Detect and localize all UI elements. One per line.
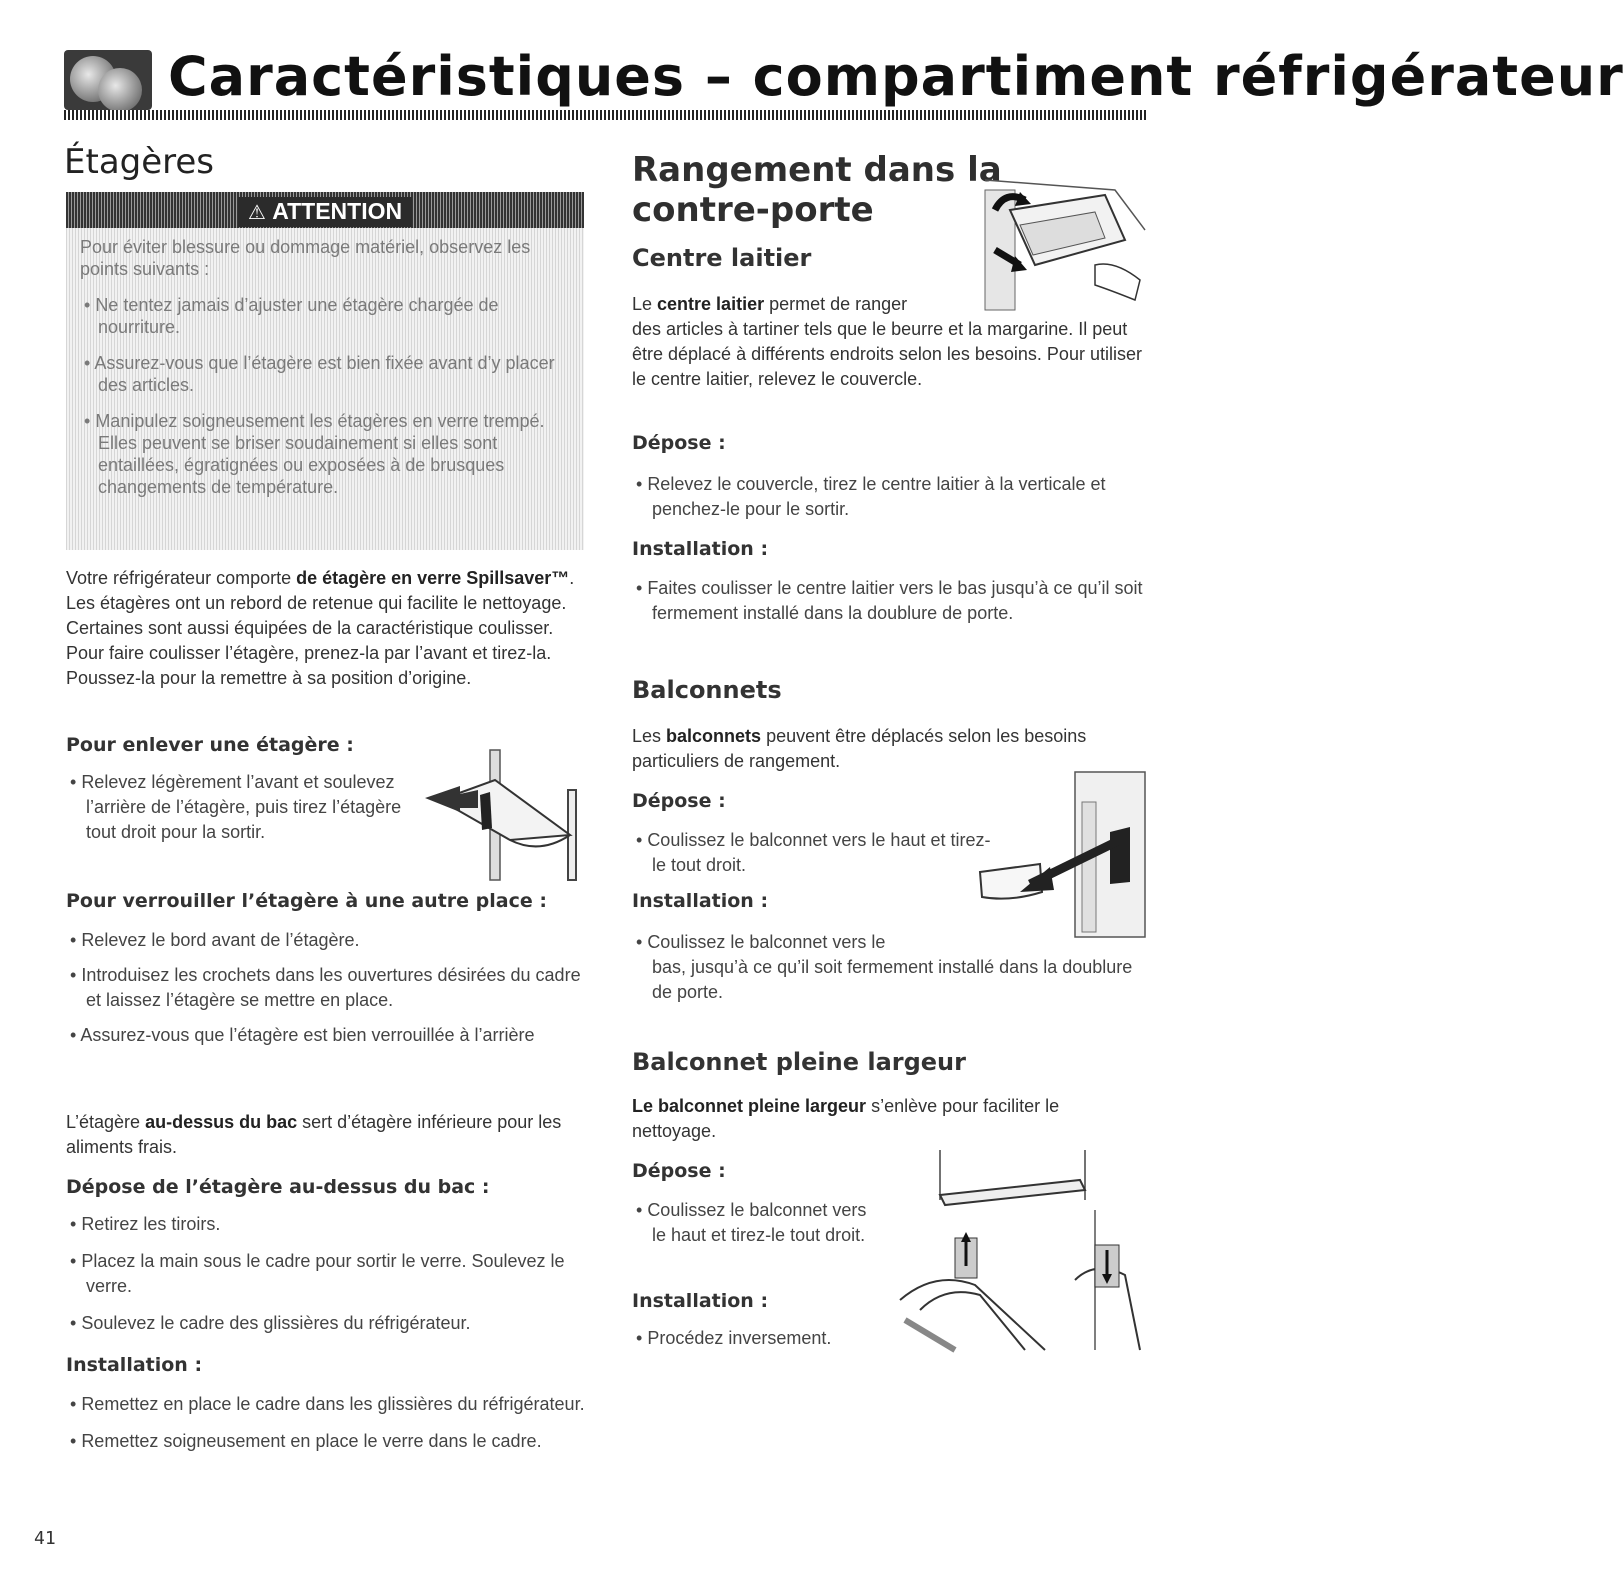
- list-item: • Placez la main sous le cadre pour sortir le verre. Soulevez le verre.: [70, 1251, 565, 1296]
- full-width-bin-illustration: [895, 1150, 1145, 1360]
- intro-text: Le: [632, 294, 658, 314]
- remove-shelf-bullet: • Relevez légèrement l’avant et soulevez l’arrière de l’étagère, puis tirez l’étagère tout droit pour la sortir.: [70, 772, 402, 842]
- intro-text: s’enlève pour faciliter le nettoyage.: [632, 1096, 1060, 1141]
- bullet-text: Coulissez le balconnet vers le haut et tirez-le tout droit.: [647, 830, 991, 875]
- door-bins-title: Balconnets: [632, 676, 782, 704]
- intro-text: L’étagère: [66, 1112, 146, 1132]
- page-number: 41: [34, 1528, 56, 1549]
- bullet-text: Remettez en place le cadre dans les glissières du réfrigérateur.: [81, 1394, 585, 1414]
- heading-line: contre-porte: [632, 190, 874, 230]
- wide-remove-bullet: • Coulissez le balconnet vers le haut et tirez-le tout droit.: [636, 1200, 867, 1245]
- intro-bold: Le balconnet pleine largeur: [632, 1096, 867, 1116]
- bins-remove-title: Dépose :: [632, 790, 726, 812]
- bullet-text: Assurez-vous que l’étagère est bien verrouillée à l’arrière: [80, 1025, 535, 1045]
- dairy-install-title: Installation :: [632, 538, 769, 560]
- header-rule: [64, 110, 1146, 120]
- intro-bold: centre laitier: [657, 294, 765, 314]
- attention-bullet-text: Ne tentez jamais d’ajuster une étagère chargée de nourriture.: [95, 295, 499, 337]
- bins-remove-bullet: • Coulissez le balconnet vers le haut et tirez-le tout droit.: [636, 830, 991, 875]
- bins-install-title: Installation :: [632, 890, 769, 912]
- attention-bullet: • Manipulez soigneusement les étagères en verre trempé. Elles peuvent se briser soudainement si elles sont entaillées, égratignées ou exposées à de brusques changements de température.: [84, 411, 545, 497]
- bullet-text: Soulevez le cadre des glissières du réfrigérateur.: [81, 1313, 471, 1333]
- dairy-remove-bullet: • Relevez le couvercle, tirez le centre laitier à la verticale et penchez-le pour le sortir.: [636, 474, 1106, 519]
- intro-text: permet de ranger: [764, 294, 908, 314]
- list-item: • Retirez les tiroirs.: [70, 1214, 221, 1234]
- page-header: [64, 42, 1624, 122]
- dairy-install-bullet: • Faites coulisser le centre laitier vers le bas jusqu’à ce qu’il soit fermement installé dans la doublure de porte.: [636, 578, 1143, 623]
- crisper-remove-title: Dépose de l’étagère au-dessus du bac :: [66, 1176, 490, 1198]
- attention-bullet-text: Assurez-vous que l’étagère est bien fixée avant d’y placer des articles.: [94, 353, 555, 395]
- dairy-center-intro-line1: [632, 292, 962, 317]
- intro-text: Les: [632, 726, 667, 746]
- dairy-center-illustration: [965, 170, 1150, 320]
- bullet-text: Relevez légèrement l’avant et soulevez l’arrière de l’étagère, puis tirez l’étagère tout droit pour la sortir.: [81, 772, 402, 842]
- attention-label-text: ATTENTION: [272, 198, 403, 224]
- bins-install-bullet: • Coulissez le balconnet vers le: [636, 932, 886, 952]
- intro-bold: balconnets: [666, 726, 762, 746]
- bullet-text: Placez la main sous le cadre pour sortir le verre. Soulevez le verre.: [81, 1251, 565, 1296]
- attention-bar: [66, 192, 584, 228]
- attention-label: [238, 197, 412, 227]
- attention-text: [80, 236, 574, 512]
- list-item: • Assurez-vous que l’étagère est bien verrouillée à l’arrière: [70, 1025, 535, 1045]
- crisper-install-list: [66, 1392, 586, 1454]
- bullet-text: Coulissez le balconnet vers le haut et tirez-le tout droit.: [647, 1200, 867, 1245]
- crisper-remove-list: [66, 1212, 586, 1336]
- dairy-remove-title: Dépose :: [632, 432, 726, 454]
- bullet-text: Remettez soigneusement en place le verre dans le cadre.: [81, 1431, 542, 1451]
- heading-line: Rangement dans la: [632, 150, 1002, 190]
- list-item: • Soulevez le cadre des glissières du réfrigérateur.: [70, 1313, 471, 1333]
- wide-install-title: Installation :: [632, 1290, 769, 1312]
- full-width-bin-intro: [632, 1094, 1144, 1144]
- list-item: • Remettez soigneusement en place le verre dans le cadre.: [70, 1431, 542, 1451]
- crisper-shelf-intro: [66, 1110, 586, 1160]
- remove-shelf-title: Pour enlever une étagère :: [66, 734, 354, 756]
- attention-intro: Pour éviter blessure ou dommage matériel, observez les points suivants :: [80, 237, 531, 279]
- section-title-etageres: Étagères: [64, 142, 215, 182]
- intro-text: peuvent être déplacés selon les besoins particuliers de rangement.: [632, 726, 1087, 771]
- full-width-bin-title: Balconnet pleine largeur: [632, 1048, 966, 1076]
- attention-bullet-text: Manipulez soigneusement les étagères en verre trempé. Elles peuvent se briser soudainement si elles sont entaillées, égratignées ou exposées à de brusques changements de température.: [95, 411, 545, 497]
- wide-install-bullet: • Procédez inversement.: [636, 1328, 832, 1348]
- section-title-door-storage: [632, 150, 1002, 230]
- shelves-intro: [66, 566, 586, 691]
- dairy-center-intro: des articles à tartiner tels que le beurre et la margarine. Il peut être déplacé à différents endroits selon les besoins. Pour utiliser le centre laitier, relevez le couvercle.: [632, 319, 1142, 389]
- bullet-text: Faites coulisser le centre laitier vers le bas jusqu’à ce qu’il soit fermement installé dans la doublure de porte.: [647, 578, 1143, 623]
- bullet-text: Coulissez le balconnet vers le: [647, 932, 886, 952]
- list-item: • Introduisez les crochets dans les ouvertures désirées du cadre et laissez l’étagère se mettre en place.: [70, 965, 581, 1010]
- fridge-section-icon: [64, 50, 152, 110]
- warning-icon: ⚠: [247, 202, 266, 224]
- crisper-install-title: Installation :: [66, 1354, 203, 1376]
- attention-bullet: • Assurez-vous que l’étagère est bien fixée avant d’y placer des articles.: [84, 353, 555, 395]
- list-item: • Remettez en place le cadre dans les glissières du réfrigérateur.: [70, 1394, 585, 1414]
- intro-bold: au-dessus du bac: [145, 1112, 298, 1132]
- bullet-text: Introduisez les crochets dans les ouvertures désirées du cadre et laissez l’étagère se mettre en place.: [81, 965, 581, 1010]
- bins-install-bullet-cont: bas, jusqu’à ce qu’il soit fermement installé dans la doublure de porte.: [652, 957, 1133, 1002]
- intro-text: Votre réfrigérateur comporte: [66, 568, 297, 588]
- page-title: Caractéristiques – compartiment réfrigérateur: [168, 45, 1624, 108]
- wide-remove-title: Dépose :: [632, 1160, 726, 1182]
- attention-box: [66, 192, 584, 550]
- lock-shelf-title: Pour verrouiller l’étagère à une autre place :: [66, 890, 547, 912]
- dairy-center-title: Centre laitier: [632, 244, 812, 272]
- intro-text: sert d’étagère inférieure pour les aliments frais.: [66, 1112, 562, 1157]
- bullet-text: Procédez inversement.: [647, 1328, 832, 1348]
- door-bins-intro: [632, 724, 1102, 774]
- attention-bullet: • Ne tentez jamais d’ajuster une étagère chargée de nourriture.: [84, 295, 499, 337]
- bullet-text: Relevez le bord avant de l’étagère.: [81, 930, 360, 950]
- bullet-text: Retirez les tiroirs.: [81, 1214, 221, 1234]
- intro-bold: de étagère en verre Spillsaver™: [296, 568, 570, 588]
- list-item: • Relevez le bord avant de l’étagère.: [70, 930, 360, 950]
- intro-text: . Les étagères ont un rebord de retenue qui facilite le nettoyage. Certaines sont aussi équipées de la caractéristique coulisser. Pour faire coulisser l’étagère, prenez-la par l’avant et tirez-la. Poussez-la pour la remettre à sa position d’origine.: [66, 568, 575, 688]
- lock-shelf-list: [66, 928, 586, 1048]
- shelf-removal-illustration: [420, 750, 590, 880]
- bullet-text: Relevez le couvercle, tirez le centre laitier à la verticale et penchez-le pour le sortir.: [647, 474, 1106, 519]
